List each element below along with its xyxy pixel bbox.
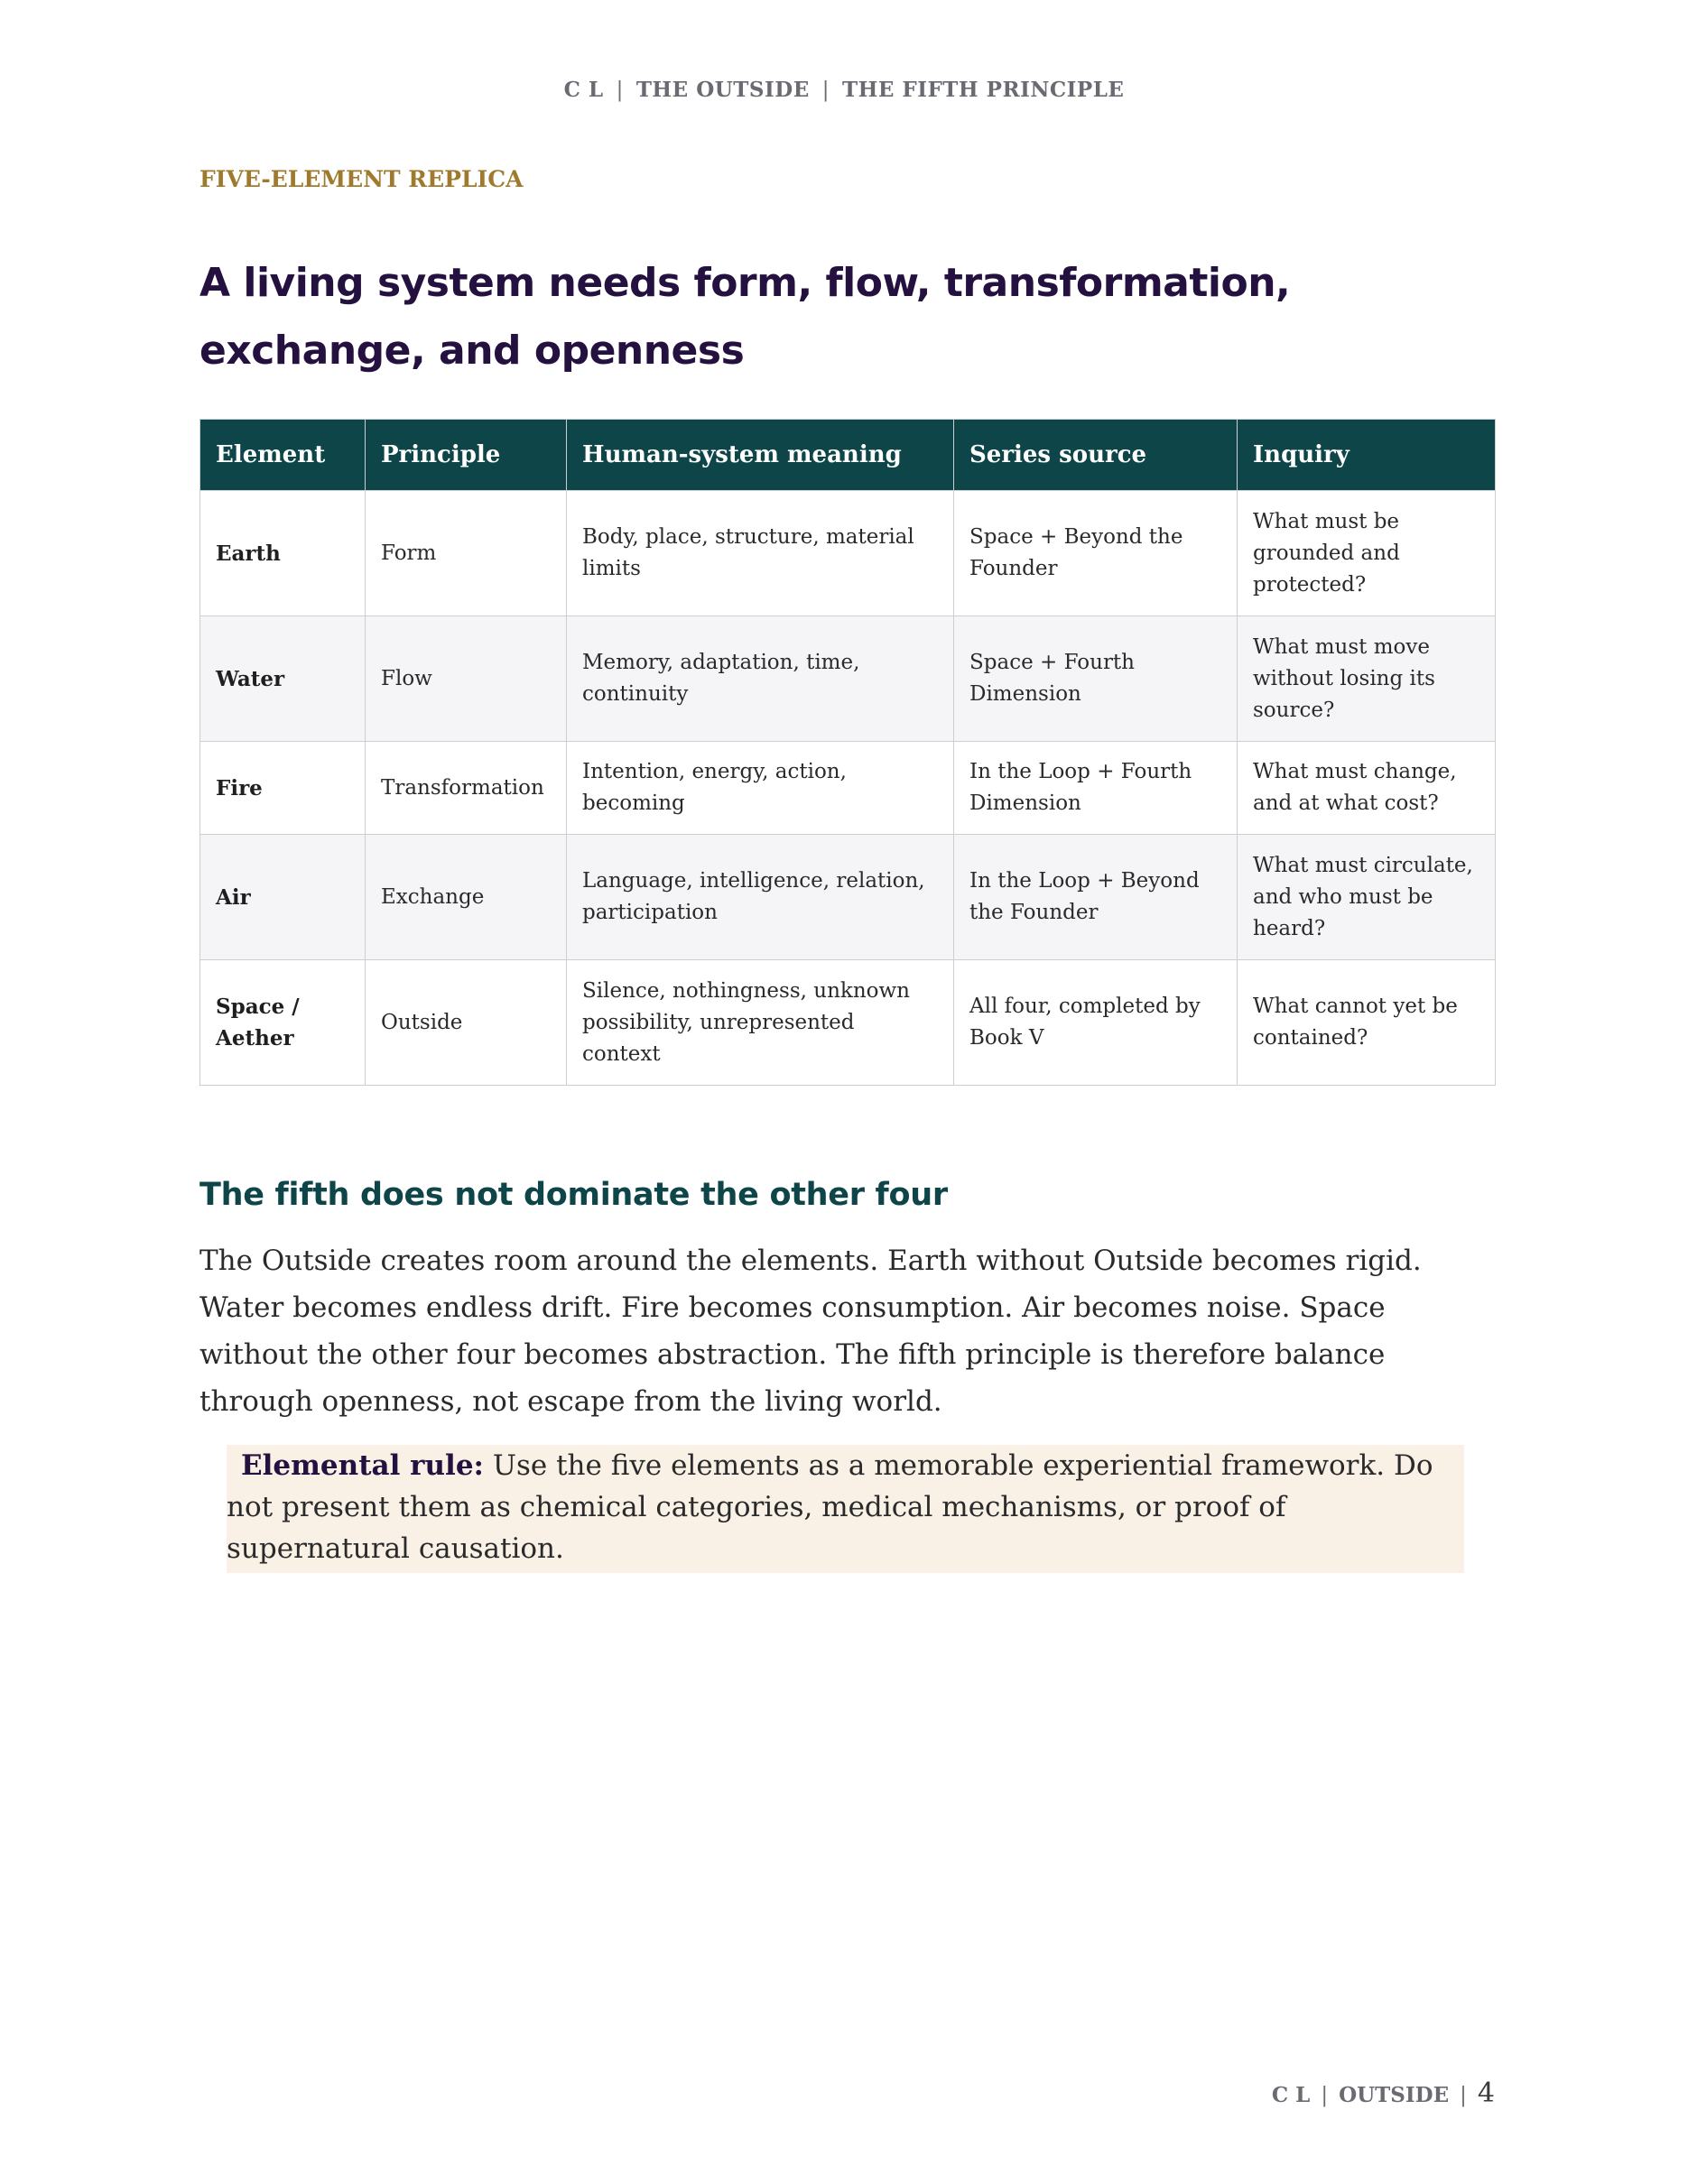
table-row	[200, 616, 1496, 742]
table-row	[200, 742, 1496, 835]
cell-meaning: Intention, energy, action, becoming	[567, 742, 954, 835]
cell-source: Space + Fourth Dimension	[954, 616, 1238, 742]
cell-inquiry: What cannot yet be contained?	[1238, 960, 1496, 1086]
table-row	[200, 835, 1496, 960]
cell-meaning: Silence, nothingness, unknown possibility, unrepresented context	[567, 960, 954, 1086]
cell-inquiry: What must move without losing its source?	[1238, 616, 1496, 742]
page-number: 4	[1477, 2078, 1495, 2109]
cell-source: All four, completed by Book V	[954, 960, 1238, 1086]
cell-element: Earth	[200, 491, 366, 616]
column-header-source: Series source	[954, 420, 1238, 491]
cell-principle: Outside	[366, 960, 567, 1086]
column-header-principle: Principle	[366, 420, 567, 491]
cell-source: Space + Beyond the Founder	[954, 491, 1238, 616]
header-separator: |	[821, 79, 830, 102]
cell-principle: Exchange	[366, 835, 567, 960]
elements-table	[199, 419, 1496, 1086]
callout-label: Elemental rule:	[241, 1449, 484, 1482]
column-header-inquiry: Inquiry	[1238, 420, 1496, 491]
footer-separator: |	[1460, 2084, 1467, 2107]
header-chapter: THE FIFTH PRINCIPLE	[842, 78, 1125, 102]
header-author: C L	[563, 78, 604, 102]
cell-inquiry: What must circulate, and who must be heard?	[1238, 835, 1496, 960]
cell-meaning: Body, place, structure, material limits	[567, 491, 954, 616]
cell-source: In the Loop + Fourth Dimension	[954, 742, 1238, 835]
cell-inquiry: What must be grounded and protected?	[1238, 491, 1496, 616]
running-footer	[1272, 2078, 1495, 2109]
cell-element: Air	[200, 835, 366, 960]
cell-principle: Flow	[366, 616, 567, 742]
footer-book: OUTSIDE	[1339, 2083, 1450, 2107]
cell-element: Fire	[200, 742, 366, 835]
section-kicker: FIVE-ELEMENT REPLICA	[199, 166, 524, 192]
table-row	[200, 960, 1496, 1086]
body-paragraph: The Outside creates room around the elements. Earth without Outside becomes rigid. Water becomes endless drift. Fire becomes consumption. Air becomes noise. Space without the other four becomes abstraction. The fifth principle is therefore balance through openness, not escape from the living world.	[199, 1245, 1422, 1418]
cell-source: In the Loop + Beyond the Founder	[954, 835, 1238, 960]
table-row	[200, 491, 1496, 616]
cell-principle: Form	[366, 491, 567, 616]
footer-separator: |	[1321, 2084, 1329, 2107]
cell-element: Water	[200, 616, 366, 742]
header-separator: |	[616, 79, 624, 102]
callout-text: Use the five elements as a memorable experiential framework. Do not present them as chemical categories, medical mechanisms, or proof of supernatural causation.	[227, 1449, 1433, 1565]
cell-meaning: Memory, adaptation, time, continuity	[567, 616, 954, 742]
cell-meaning: Language, intelligence, relation, participation	[567, 835, 954, 960]
footer-author: C L	[1271, 2083, 1311, 2107]
column-header-meaning: Human-system meaning	[567, 420, 954, 491]
cell-inquiry: What must change, and at what cost?	[1238, 742, 1496, 835]
running-header	[0, 78, 1688, 102]
section-heading: The fifth does not dominate the other four	[199, 1177, 948, 1213]
page-title: A living system needs form, flow, transformation, exchange, and openness	[199, 260, 1291, 374]
table-header-row	[200, 420, 1496, 491]
header-book: THE OUTSIDE	[635, 78, 810, 102]
cell-principle: Transformation	[366, 742, 567, 835]
column-header-element: Element	[200, 420, 366, 491]
cell-element: Space / Aether	[200, 960, 366, 1086]
page-content	[199, 162, 1495, 1573]
elemental-rule-callout	[227, 1445, 1464, 1573]
